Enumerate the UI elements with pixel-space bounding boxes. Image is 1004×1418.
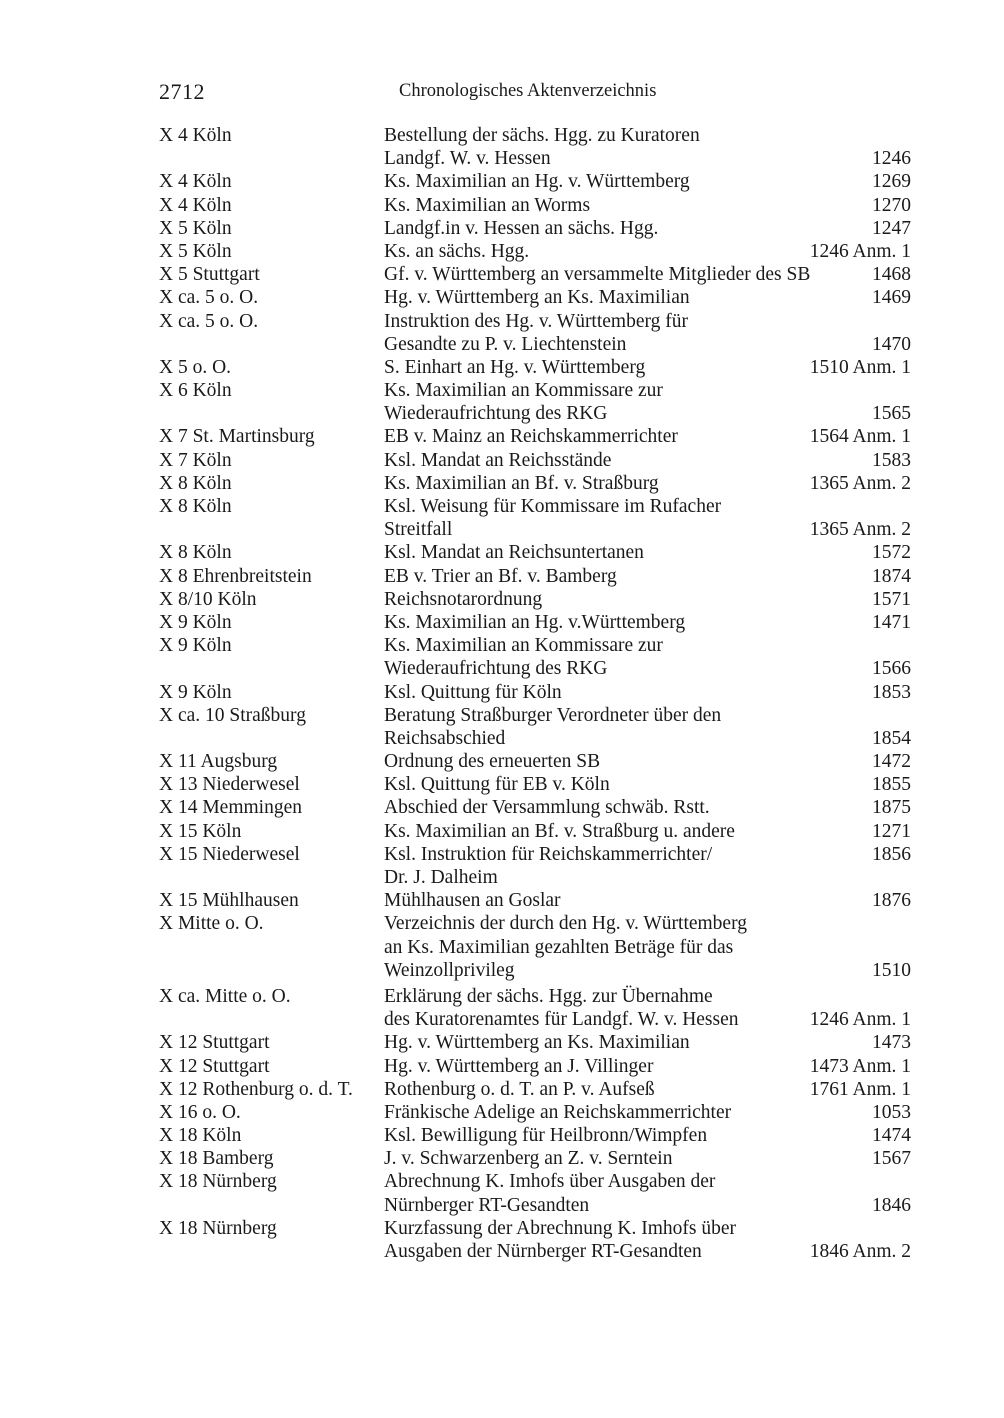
entry-description-line (384, 240, 911, 263)
entry-date-place: X 11 Augsburg (159, 751, 278, 773)
entry-description (384, 750, 911, 773)
entry-date-place: X 4 Köln (159, 125, 232, 146)
entry-row (159, 379, 911, 425)
entry-description-text: Kurzfassung der Abrechnung K. Imhofs über (384, 1217, 736, 1239)
entry-document-number: 1583 (872, 449, 911, 471)
entry-document-number: 1247 (872, 217, 911, 239)
entry-document-number: 1856 (872, 843, 911, 865)
entry-description-text: Reichsabschied (384, 727, 506, 749)
entry-row (159, 634, 911, 680)
entry-description-text: Ks. Maximilian an Kommissare zur (384, 635, 663, 657)
entry-document-number: 1510 (872, 959, 911, 981)
entry-description-text: Erklärung der sächs. Hgg. zur Übernahme (384, 985, 713, 1007)
entry-description-text: Ksl. Quittung für Köln (384, 681, 562, 703)
entry-document-number: 1846 (872, 1194, 911, 1216)
entry-description-text: S. Einhart an Hg. v. Württemberg (384, 356, 646, 378)
entry-description-text: Dr. J. Dalheim (384, 867, 498, 888)
entry-row (159, 796, 911, 819)
entry-row (159, 704, 911, 750)
entry-row (159, 194, 911, 217)
entry-document-number: 1875 (872, 797, 911, 819)
entry-description-text: EB v. Mainz an Reichskammerrichter (384, 426, 678, 448)
entry-date-place: X ca. Mitte o. O. (159, 985, 291, 1007)
entry-document-number: 1565 (872, 403, 911, 425)
entry-description-text: Streitfall (384, 519, 453, 541)
entry-date-place: X 4 Köln (159, 171, 232, 193)
entry-description-text: Rothenburg o. d. T. an P. v. Aufseß (384, 1078, 655, 1100)
entry-document-number: 1564 Anm. 1 (809, 426, 911, 448)
entry-description (384, 541, 911, 564)
entry-description (384, 310, 911, 356)
entry-row (159, 170, 911, 193)
entry-description (384, 170, 911, 193)
entry-description-text: Weinzollprivileg (384, 959, 515, 981)
entry-description (384, 286, 911, 309)
entry-date-place: X 5 Köln (159, 217, 232, 239)
entry-row (159, 217, 911, 240)
entry-description-line (384, 796, 911, 819)
entry-date-place: X 9 Köln (159, 611, 232, 633)
entry-description-text: Hg. v. Württemberg an Ks. Maximilian (384, 1032, 690, 1054)
entry-description (384, 194, 911, 217)
entry-row (159, 611, 911, 634)
entry-description-line (384, 727, 911, 750)
entry-date-place: X 9 Köln (159, 635, 232, 657)
entry-row (159, 1170, 911, 1216)
entry-document-number: 1246 Anm. 1 (809, 1009, 911, 1031)
entry-description (384, 1170, 911, 1216)
entry-description (384, 1078, 911, 1101)
entry-document-number: 1473 Anm. 1 (809, 1055, 911, 1077)
entry-description (384, 843, 911, 889)
entry-description-text: Abrechnung K. Imhofs über Ausgaben der (384, 1171, 716, 1193)
entry-document-number: 1269 (872, 171, 911, 193)
entry-description-line (384, 217, 911, 240)
entry-date-place: X 15 Köln (159, 820, 242, 842)
entry-description (384, 588, 911, 611)
entry-document-number: 1470 (872, 333, 911, 355)
entry-description-line (384, 194, 911, 217)
running-head: Chronologisches Aktenverzeichnis (399, 81, 657, 101)
entry-date-place: X 18 Nürnberg (159, 1171, 277, 1193)
entry-description-line (384, 425, 911, 448)
entry-description (384, 379, 911, 425)
entry-description-line (384, 147, 911, 170)
entry-description-text: Ks. Maximilian an Kommissare zur (384, 380, 663, 402)
entry-description-line (384, 541, 911, 564)
entry-description-line (384, 634, 911, 657)
entry-date-place: X 5 Köln (159, 240, 232, 262)
entry-description-line (384, 773, 911, 796)
entry-description (384, 985, 911, 1031)
entry-description (384, 1101, 911, 1124)
entry-description-line (384, 402, 911, 425)
entry-document-number: 1246 Anm. 1 (809, 240, 911, 262)
entry-description-text: Ks. Maximilian an Hg. v. Württemberg (384, 171, 690, 193)
entry-row (159, 1217, 911, 1263)
entry-description-text: Ks. Maximilian an Bf. v. Straßburg (384, 472, 659, 494)
entry-description (384, 889, 911, 912)
entry-description-line (384, 681, 911, 704)
entry-description-text: Gesandte zu P. v. Liechtenstein (384, 333, 627, 355)
entry-description (384, 634, 911, 680)
entry-document-number: 1855 (872, 774, 911, 796)
entry-description (384, 449, 911, 472)
entry-row (159, 565, 911, 588)
entry-date-place: X 8 Ehrenbreitstein (159, 565, 312, 587)
entry-description (384, 796, 911, 819)
entry-description (384, 1217, 911, 1263)
entry-date-place: X 15 Niederwesel (159, 843, 300, 865)
entry-date-place: X 4 Köln (159, 194, 232, 216)
entry-description-line (384, 472, 911, 495)
entry-date-place: X 5 o. O. (159, 356, 232, 378)
entry-row (159, 889, 911, 912)
entry-description-line (384, 820, 911, 843)
entry-description (384, 472, 911, 495)
entry-row (159, 588, 911, 611)
entry-row (159, 495, 911, 541)
entry-description-text: Ausgaben der Nürnberger RT-Gesandten (384, 1241, 702, 1262)
entry-date-place: X ca. 10 Straßburg (159, 704, 306, 726)
entry-document-number: 1473 (872, 1032, 911, 1054)
entry-description (384, 217, 911, 240)
entry-date-place: X 9 Köln (159, 681, 232, 703)
entry-date-place: X 12 Stuttgart (159, 1032, 270, 1054)
entry-description-line (384, 495, 911, 518)
entry-description-text: Ksl. Bewilligung für Heilbronn/Wimpfen (384, 1125, 708, 1147)
entry-document-number: 1874 (872, 565, 911, 587)
entry-row (159, 773, 911, 796)
entry-description-line (384, 1240, 911, 1263)
entry-description (384, 240, 911, 263)
entry-description-line (384, 1170, 911, 1193)
entry-row (159, 912, 911, 982)
entry-row (159, 1101, 911, 1124)
entry-description-text: Gf. v. Württemberg an versammelte Mitglieder des SB (384, 264, 811, 286)
entry-description-line (384, 170, 911, 193)
entry-description (384, 356, 911, 379)
entry-description (384, 425, 911, 448)
entry-description-line (384, 518, 911, 541)
entry-description-text: Hg. v. Württemberg an J. Villinger (384, 1055, 654, 1077)
entry-description (384, 912, 911, 982)
entry-document-number: 1365 Anm. 2 (809, 519, 911, 541)
entry-date-place: X 18 Nürnberg (159, 1217, 277, 1239)
entry-document-number: 1853 (872, 681, 911, 703)
entry-description-text: Instruktion des Hg. v. Württemberg für (384, 310, 689, 332)
entry-description (384, 1124, 911, 1147)
entry-date-place: X 18 Bamberg (159, 1148, 274, 1170)
entry-document-number: 1846 Anm. 2 (809, 1241, 911, 1262)
entry-row (159, 263, 911, 286)
entry-description-text: Ks. Maximilian an Hg. v.Württemberg (384, 611, 686, 633)
entry-description-text: Landgf. W. v. Hessen (384, 148, 551, 170)
entry-description (384, 495, 911, 541)
entry-description-text: J. v. Schwarzenberg an Z. v. Serntein (384, 1148, 673, 1170)
entry-date-place: X ca. 5 o. O. (159, 287, 259, 309)
entry-date-place: X 16 o. O. (159, 1101, 241, 1123)
entry-description-line (384, 866, 911, 889)
entry-description-text: Ksl. Mandat an Reichsstände (384, 449, 612, 471)
entry-description-text: Wiederaufrichtung des RKG (384, 403, 608, 425)
entry-description-line (384, 912, 911, 935)
entry-document-number: 1566 (872, 658, 911, 680)
entry-date-place: X 8 Köln (159, 472, 232, 494)
entry-description-line (384, 657, 911, 680)
entry-description-text: Ks. Maximilian an Bf. v. Straßburg u. andere (384, 820, 735, 842)
entry-description-line (384, 286, 911, 309)
entry-description-line (384, 843, 911, 866)
entry-description-line (384, 565, 911, 588)
page-number: 2712 (159, 79, 205, 104)
entry-row (159, 310, 911, 356)
entry-date-place: X 8/10 Köln (159, 588, 257, 610)
entry-row (159, 985, 911, 1031)
entry-date-place: X 6 Köln (159, 380, 232, 402)
entry-row (159, 425, 911, 448)
entry-description (384, 263, 911, 286)
entry-document-number: 1761 Anm. 1 (809, 1078, 911, 1100)
entry-document-number: 1510 Anm. 1 (809, 356, 911, 378)
entry-date-place: X 18 Köln (159, 1125, 242, 1147)
entry-description (384, 1055, 911, 1078)
entry-description-line (384, 588, 911, 611)
entry-description-text: Ksl. Instruktion für Reichskammerrichter/ (384, 843, 713, 865)
entry-document-number: 1472 (872, 751, 911, 773)
entry-date-place: X Mitte o. O. (159, 913, 264, 935)
entry-description-line (384, 449, 911, 472)
chronological-entry-list (159, 124, 911, 1263)
entry-row (159, 541, 911, 564)
entry-description-text: an Ks. Maximilian gezahlten Beträge für das (384, 936, 734, 958)
entry-description-line (384, 263, 911, 286)
entry-date-place: X ca. 5 o. O. (159, 310, 259, 332)
entry-description-line (384, 379, 911, 402)
entry-description-line (384, 333, 911, 356)
entry-description-line (384, 750, 911, 773)
entry-description (384, 611, 911, 634)
entry-document-number: 1572 (872, 542, 911, 564)
entry-document-number: 1246 (872, 148, 911, 170)
entry-document-number: 1571 (872, 588, 911, 610)
entry-description-line (384, 1031, 911, 1054)
entry-description-line (384, 889, 911, 912)
entry-description (384, 704, 911, 750)
entry-row (159, 356, 911, 379)
entry-row (159, 1147, 911, 1170)
entry-document-number: 1365 Anm. 2 (809, 472, 911, 494)
entry-description (384, 773, 911, 796)
entry-row (159, 820, 911, 843)
entry-description (384, 124, 911, 170)
entry-row (159, 681, 911, 704)
entry-description-line (384, 1124, 911, 1147)
entry-date-place: X 14 Memmingen (159, 797, 302, 819)
entry-row (159, 286, 911, 309)
entry-description-line (384, 1147, 911, 1170)
entry-description-text: Reichsnotarordnung (384, 588, 543, 610)
entry-document-number: 1474 (872, 1125, 911, 1147)
entry-document-number: 1567 (872, 1148, 911, 1170)
entry-description-text: Bestellung der sächs. Hgg. zu Kuratoren (384, 125, 700, 146)
entry-description-text: Ksl. Mandat an Reichsuntertanen (384, 542, 644, 564)
entry-row (159, 240, 911, 263)
entry-description-line (384, 356, 911, 379)
entry-description-line (384, 124, 911, 147)
entry-date-place: X 15 Mühlhausen (159, 890, 299, 912)
entry-description-line (384, 959, 911, 982)
entry-description-line (384, 1194, 911, 1217)
entry-description-text: Wiederaufrichtung des RKG (384, 658, 608, 680)
entry-description-text: Ksl. Quittung für EB v. Köln (384, 774, 610, 796)
entry-description-text: des Kuratorenamtes für Landgf. W. v. Hessen (384, 1009, 739, 1031)
entry-row (159, 1124, 911, 1147)
entry-description-text: Verzeichnis der durch den Hg. v. Württemberg (384, 913, 747, 935)
entry-row (159, 750, 911, 773)
entry-date-place: X 8 Köln (159, 496, 232, 517)
entry-description-line (384, 611, 911, 634)
entry-date-place: X 7 Köln (159, 449, 232, 471)
entry-description-text: Mühlhausen an Goslar (384, 890, 561, 912)
entry-row (159, 449, 911, 472)
entry-description (384, 820, 911, 843)
entry-date-place: X 12 Rothenburg o. d. T. (159, 1078, 353, 1100)
entry-document-number: 1468 (872, 264, 911, 286)
entry-document-number: 1270 (872, 194, 911, 216)
entry-description-line (384, 1101, 911, 1124)
entry-description-text: Beratung Straßburger Verordneter über den (384, 704, 722, 726)
entry-description (384, 1147, 911, 1170)
entry-date-place: X 7 St. Martinsburg (159, 426, 315, 448)
entry-description-line (384, 985, 911, 1008)
entry-document-number: 1876 (872, 890, 911, 912)
entry-description-text: Ordnung des erneuerten SB (384, 751, 601, 773)
entry-description-text: Nürnberger RT-Gesandten (384, 1194, 590, 1216)
entry-description-text: EB v. Trier an Bf. v. Bamberg (384, 565, 617, 587)
entry-date-place: X 5 Stuttgart (159, 264, 260, 286)
entry-document-number: 1053 (872, 1101, 911, 1123)
entry-document-number: 1271 (872, 820, 911, 842)
entry-description (384, 565, 911, 588)
entry-document-number: 1854 (872, 727, 911, 749)
entry-description-text: Ks. Maximilian an Worms (384, 194, 591, 216)
entry-document-number: 1471 (872, 611, 911, 633)
entry-description-line (384, 1217, 911, 1240)
entry-description-line (384, 936, 911, 959)
entry-description-text: Landgf.in v. Hessen an sächs. Hgg. (384, 217, 659, 239)
entry-row (159, 1055, 911, 1078)
entry-row (159, 843, 911, 889)
entry-description (384, 681, 911, 704)
entry-date-place: X 12 Stuttgart (159, 1055, 270, 1077)
entry-description-text: Ks. an sächs. Hgg. (384, 240, 530, 262)
entry-description-text: Ksl. Weisung für Kommissare im Rufacher (384, 496, 722, 517)
entry-row (159, 124, 911, 170)
entry-row (159, 1031, 911, 1054)
entry-row (159, 472, 911, 495)
entry-date-place: X 13 Niederwesel (159, 774, 300, 796)
entry-description-text: Hg. v. Württemberg an Ks. Maximilian (384, 287, 690, 309)
entry-description-line (384, 1055, 911, 1078)
entry-description (384, 1031, 911, 1054)
entry-description-line (384, 310, 911, 333)
entry-description-text: Abschied der Versammlung schwäb. Rstt. (384, 797, 710, 819)
entry-description-line (384, 1008, 911, 1031)
entry-description-line (384, 1078, 911, 1101)
entry-document-number: 1469 (872, 287, 911, 309)
entry-date-place: X 8 Köln (159, 542, 232, 564)
entry-description-text: Fränkische Adelige an Reichskammerrichter (384, 1101, 732, 1123)
entry-description-line (384, 704, 911, 727)
entry-row (159, 1078, 911, 1101)
page-header (159, 79, 911, 105)
